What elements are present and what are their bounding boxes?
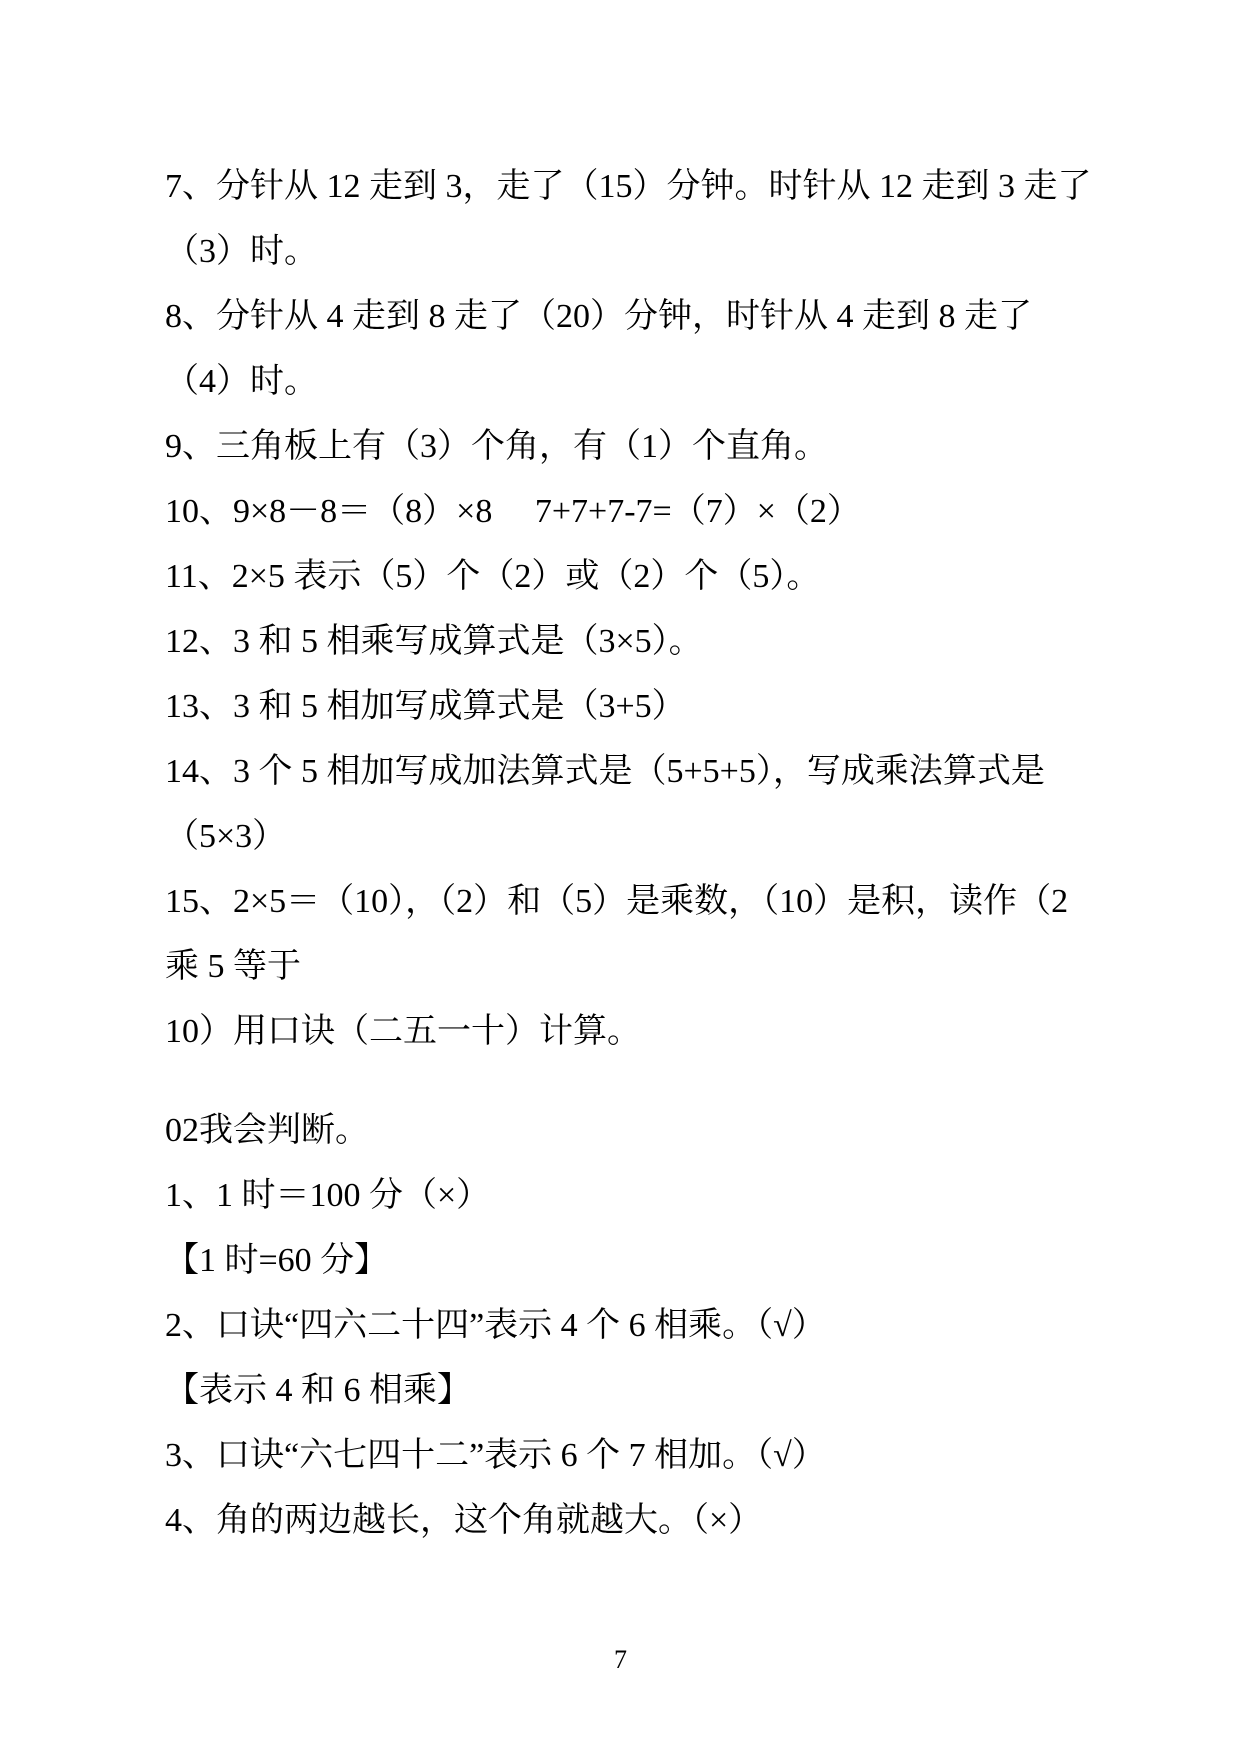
judgment-line: 4、角的两边越长，这个角就越大。（×）	[165, 1502, 763, 1539]
judgment-line: 【1 时=60 分】	[165, 1242, 389, 1279]
page-content	[165, 154, 1121, 1553]
fill-blanks-line: 11、2×5 表示（5）个（2）或（2）个（5）。	[165, 558, 821, 595]
fill-blanks-line: （4）时。	[165, 363, 318, 400]
fill-blanks-line: 10）用口诀（二五一十）计算。	[165, 1013, 641, 1050]
judgment-line: 3、口诀“六七四十二”表示 6 个 7 相加。（√）	[165, 1437, 826, 1474]
fill-blanks-line: 7、分针从 12 走到 3，走了（15）分钟。时针从 12 走到 3 走了	[165, 168, 1092, 205]
fill-blanks-line: 13、3 和 5 相加写成算式是（3+5）	[165, 688, 686, 725]
judgment-line: 【表示 4 和 6 相乘】	[165, 1372, 471, 1409]
fill-blanks-line: 12、3 和 5 相乘写成算式是（3×5）。	[165, 623, 703, 660]
fill-blanks-line: 10、9×8－8＝（8）×8 7+7+7-7=（7）×（2）	[165, 493, 861, 530]
judgment-section-header: 02我会判断。	[165, 1112, 369, 1149]
fill-blanks-line: 乘 5 等于	[165, 948, 301, 985]
fill-blanks-line: 9、三角板上有（3）个角，有（1）个直角。	[165, 428, 828, 465]
judgment-line: 2、口诀“四六二十四”表示 4 个 6 相乘。（√）	[165, 1307, 826, 1344]
fill-blanks-line: 14、3 个 5 相加写成加法算式是（5+5+5），写成乘法算式是	[165, 753, 1045, 790]
page-number: 7	[614, 1645, 627, 1674]
fill-blanks-line: 15、2×5＝（10），（2）和（5）是乘数，（10）是积，读作（2	[165, 883, 1069, 920]
section-spacer	[165, 1064, 1121, 1098]
fill-blanks-line: （5×3）	[165, 818, 287, 855]
fill-blanks-line: 8、分针从 4 走到 8 走了（20）分钟，时针从 4 走到 8 走了	[165, 298, 1032, 335]
judgment-line: 1、1 时＝100 分（×）	[165, 1177, 491, 1214]
fill-blanks-line: （3）时。	[165, 233, 318, 270]
